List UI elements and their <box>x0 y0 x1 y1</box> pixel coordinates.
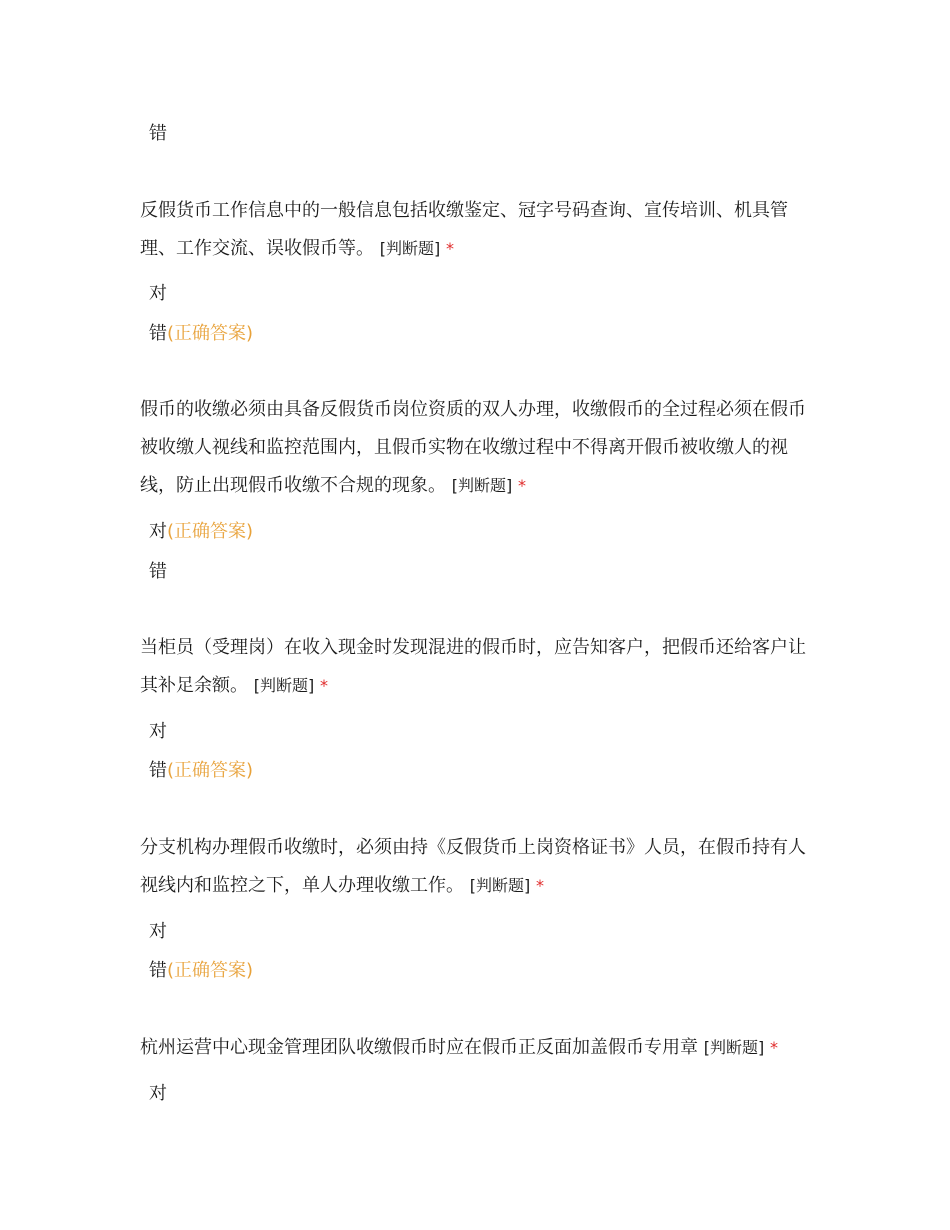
option-label: 错 <box>149 323 167 344</box>
question-type-label: [判断题] <box>703 1038 765 1057</box>
option-label: 对 <box>149 283 167 304</box>
required-asterisk: * <box>517 476 526 495</box>
option-right[interactable] <box>149 521 253 543</box>
option-wrong[interactable] <box>149 760 253 782</box>
option-wrong[interactable] <box>149 123 167 145</box>
question-text <box>140 192 815 268</box>
option-label: 错 <box>149 123 167 144</box>
correct-answer-tag: (正确答案) <box>167 960 254 981</box>
question-body: 反假货币工作信息中的一般信息包括收缴鉴定、冠字号码查询、宣传培训、机具管理、工作交流、误收假币等。 <box>140 200 788 259</box>
option-label: 错 <box>149 561 167 582</box>
question-text <box>140 1029 840 1067</box>
option-label: 对 <box>149 921 167 942</box>
required-asterisk: * <box>535 876 544 895</box>
correct-answer-tag: (正确答案) <box>167 760 254 781</box>
question-body: 当柜员（受理岗）在收入现金时发现混进的假币时，应告知客户，把假币还给客户让其补足余额。 <box>140 637 806 696</box>
option-right[interactable] <box>149 283 167 305</box>
question-type-label: [判断题] <box>451 476 513 495</box>
question-text <box>140 829 815 905</box>
question-body: 杭州运营中心现金管理团队收缴假币时应在假币正反面加盖假币专用章 <box>140 1037 698 1058</box>
option-label: 对 <box>149 721 167 742</box>
option-label: 错 <box>149 760 167 781</box>
option-right[interactable] <box>149 921 167 943</box>
option-label: 对 <box>149 521 167 542</box>
required-asterisk: * <box>319 676 328 695</box>
question-body: 分支机构办理假币收缴时，必须由持《反假货币上岗资格证书》人员，在假币持有人视线内和监控之下，单人办理收缴工作。 <box>140 837 806 896</box>
required-asterisk: * <box>445 239 454 258</box>
option-label: 错 <box>149 960 167 981</box>
question-text <box>140 391 815 505</box>
option-right[interactable] <box>149 721 167 743</box>
question-body: 假币的收缴必须由具备反假货币岗位资质的双人办理，收缴假币的全过程必须在假币被收缴人视线和监控范围内，且假币实物在收缴过程中不得离开假币被收缴人的视线，防止出现假币收缴不合规的现象。 <box>140 399 806 496</box>
option-right[interactable] <box>149 1083 167 1105</box>
question-type-label: [判断题] <box>379 239 441 258</box>
correct-answer-tag: (正确答案) <box>167 521 254 542</box>
required-asterisk: * <box>769 1038 778 1057</box>
question-type-label: [判断题] <box>469 876 531 895</box>
option-label: 对 <box>149 1083 167 1104</box>
correct-answer-tag: (正确答案) <box>167 323 254 344</box>
option-wrong[interactable] <box>149 561 167 583</box>
question-type-label: [判断题] <box>253 676 315 695</box>
option-wrong[interactable] <box>149 323 253 345</box>
question-text <box>140 629 815 705</box>
option-wrong[interactable] <box>149 960 253 982</box>
